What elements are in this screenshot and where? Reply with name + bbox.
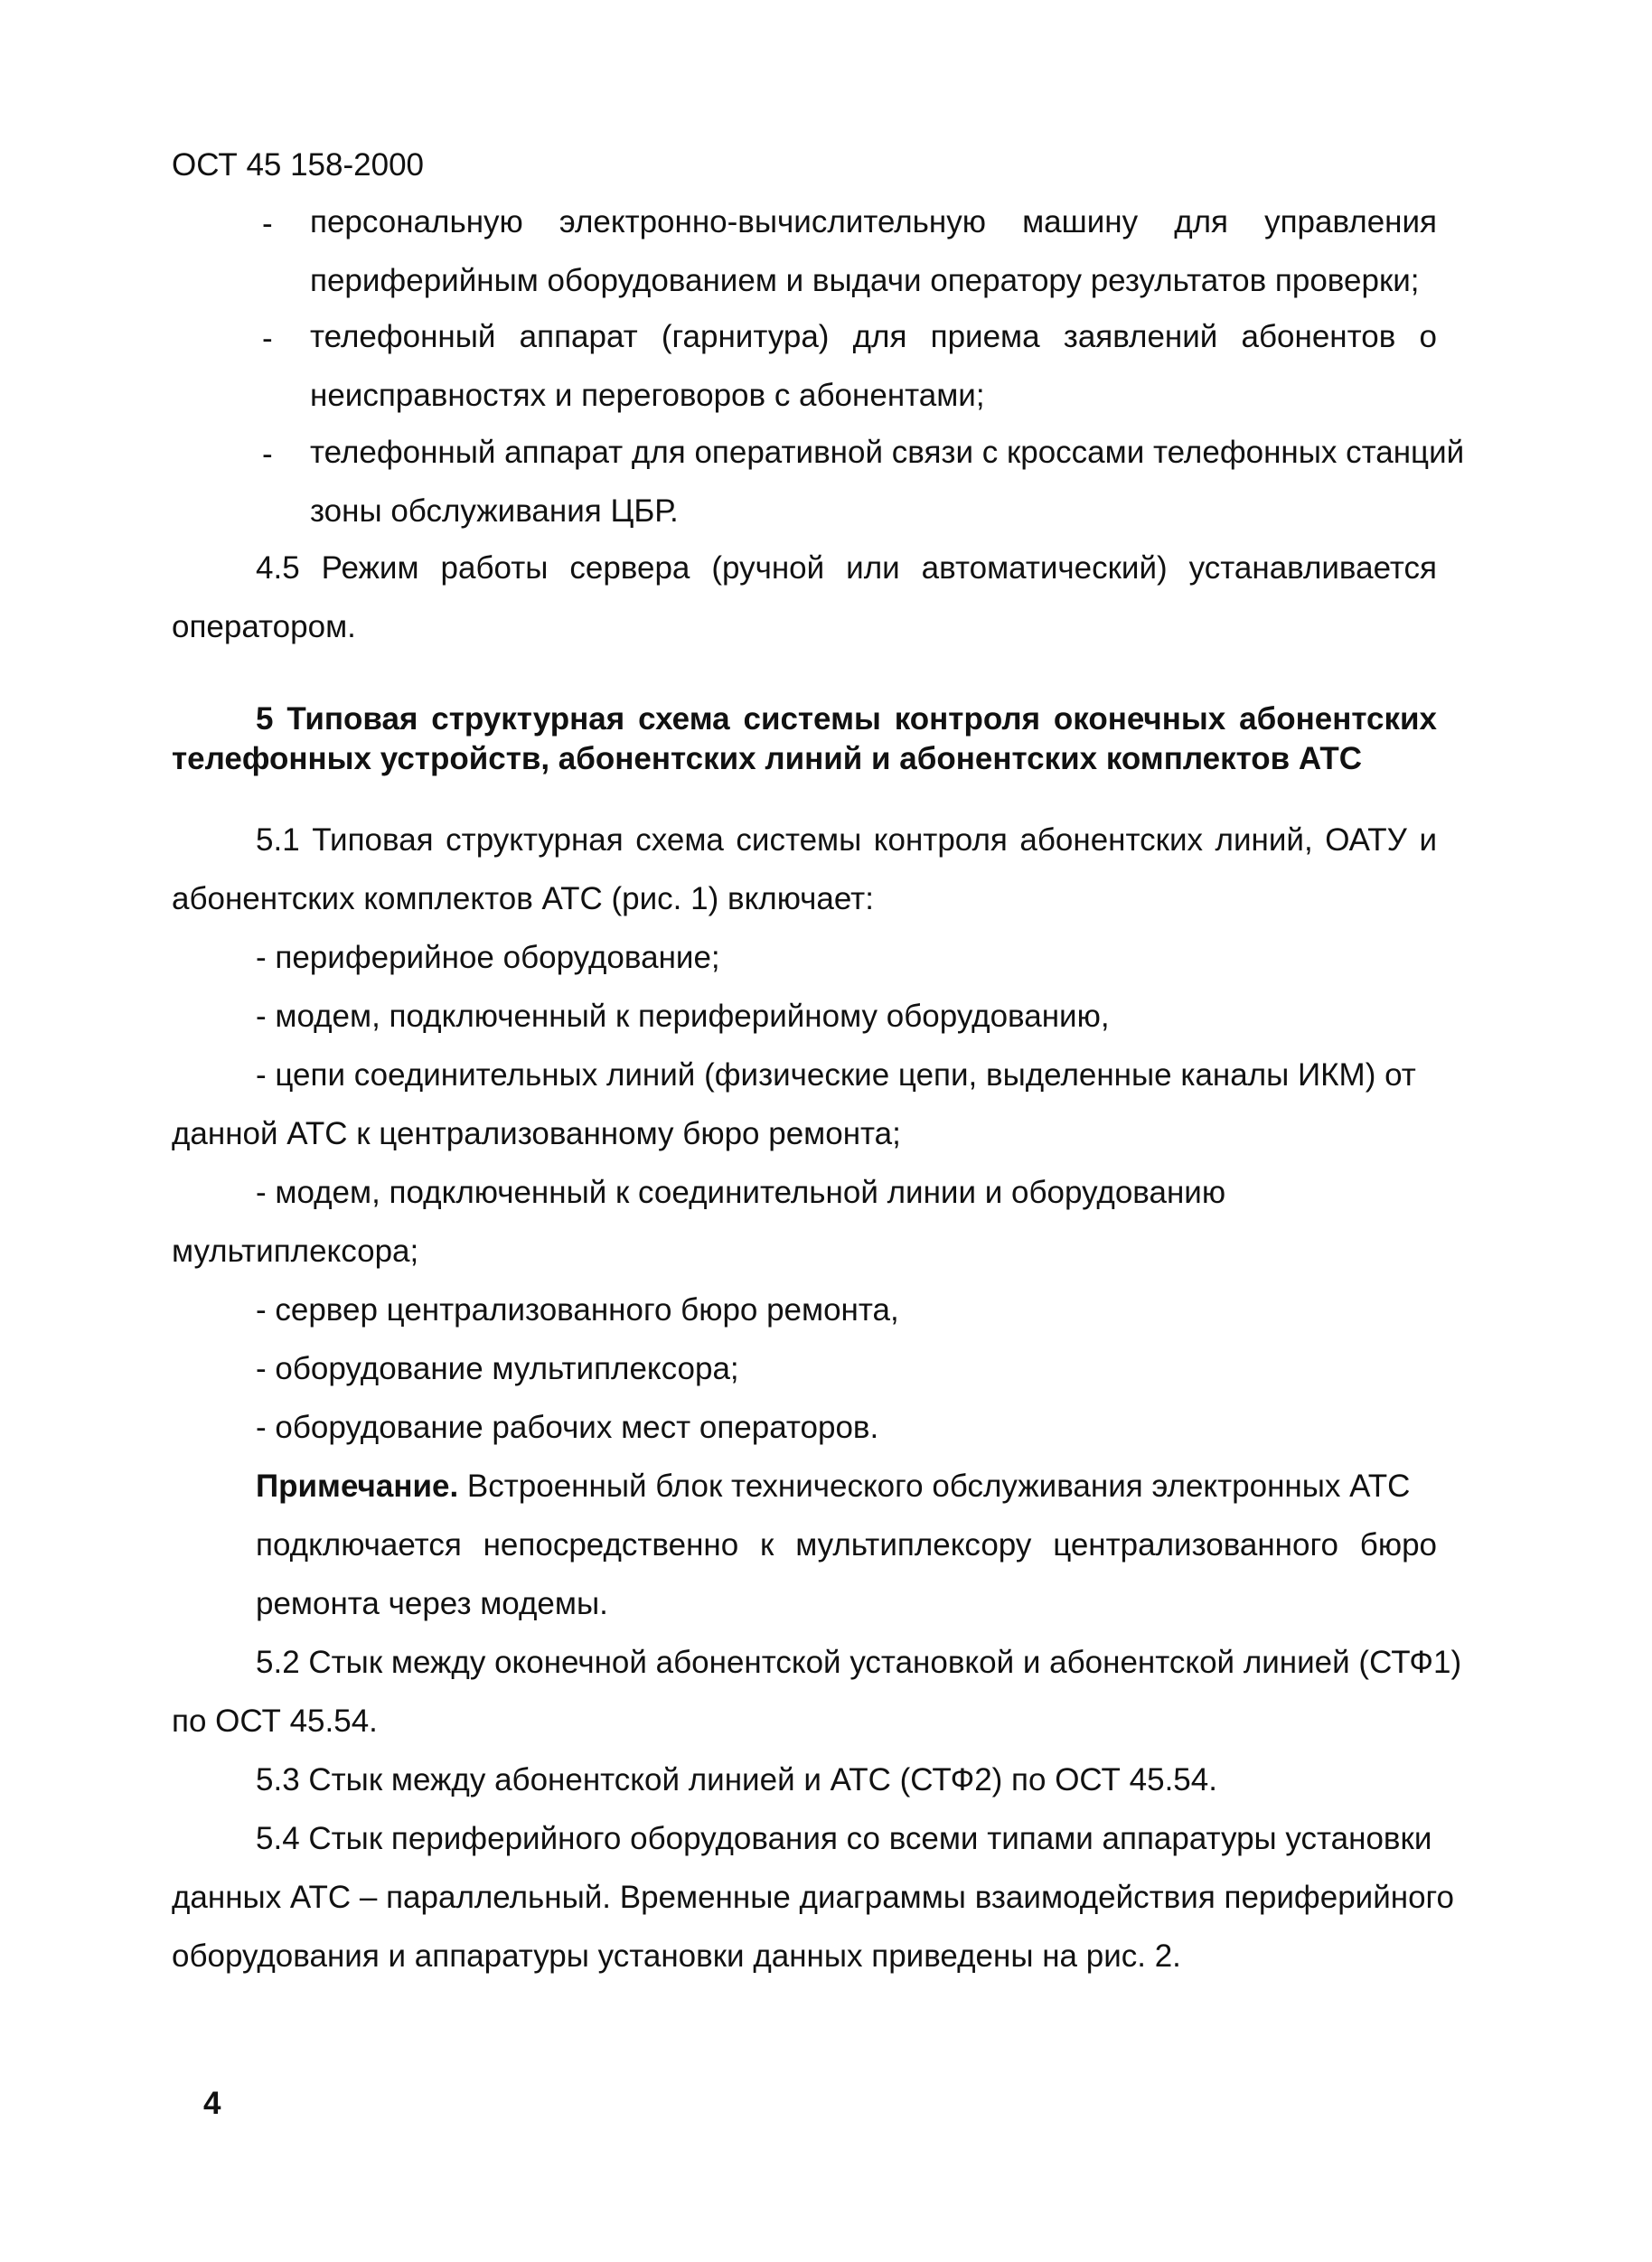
list-item-line: периферийным оборудованием и выдачи оператору результатов проверки; xyxy=(310,263,1420,298)
list-item-line: персональную электронно-вычислительную машину для управления xyxy=(310,204,1437,239)
paragraph-line: оператором. xyxy=(172,609,356,644)
list-item-line: неисправностях и переговоров с абонентами; xyxy=(310,378,985,413)
list-item: - оборудование рабочих мест операторов. xyxy=(256,1410,879,1445)
list-item-line: телефонный аппарат (гарнитура) для приема заявлений абонентов о xyxy=(310,319,1437,354)
list-item: мультиплексора; xyxy=(172,1234,419,1269)
list-item: данной АТС к централизованному бюро ремонта; xyxy=(172,1116,901,1151)
paragraph-line: 5.4 Стык периферийного оборудования со всеми типами аппаратуры установки xyxy=(256,1821,1432,1856)
list-item-line: зоны обслуживания ЦБР. xyxy=(310,493,679,529)
paragraph-line: 5.2 Стык между оконечной абонентской установкой и абонентской линией (СТФ1) xyxy=(256,1645,1462,1680)
list-item: - периферийное оборудование; xyxy=(256,940,720,975)
list-item: - модем, подключенный к соединительной линии и оборудованию xyxy=(256,1175,1226,1210)
page-number: 4 xyxy=(203,2086,221,2121)
list-item-line: телефонный аппарат для оперативной связи с кроссами телефонных станций xyxy=(310,435,1465,470)
paragraph-line: абонентских комплектов АТС (рис. 1) включает: xyxy=(172,881,874,916)
note-line xyxy=(256,1470,1410,1502)
paragraph-line: 4.5 Режим работы сервера (ручной или автоматический) устанавливается xyxy=(256,550,1437,586)
note-line: ремонта через модемы. xyxy=(256,1586,608,1621)
list-item: - цепи соединительных линий (физические цепи, выделенные каналы ИКМ) от xyxy=(256,1057,1416,1093)
note-text: Встроенный блок технического обслуживания электронных АТС xyxy=(466,1469,1411,1504)
paragraph-line: оборудования и аппаратуры установки данных приведены на рис. 2. xyxy=(172,1938,1181,1974)
document-code: ОСТ 45 158-2000 xyxy=(172,147,425,183)
section-heading: телефонных устройств, абонентских линий и абонентских комплектов АТС xyxy=(172,741,1363,776)
note-label: Примечание. xyxy=(256,1469,459,1504)
list-bullet: - xyxy=(262,321,273,356)
list-item: - оборудование мультиплексора; xyxy=(256,1351,739,1386)
list-item: - сервер централизованного бюро ремонта, xyxy=(256,1292,899,1328)
section-heading: 5 Типовая структурная схема системы контроля оконечных абонентских xyxy=(256,701,1437,737)
paragraph-line: по ОСТ 45.54. xyxy=(172,1704,378,1739)
paragraph-line: 5.1 Типовая структурная схема системы контроля абонентских линий, ОАТУ и xyxy=(256,822,1437,858)
list-bullet: - xyxy=(262,206,273,241)
list-item: - модем, подключенный к периферийному оборудованию, xyxy=(256,999,1110,1034)
paragraph-line: 5.3 Стык между абонентской линией и АТС (СТФ2) по ОСТ 45.54. xyxy=(256,1762,1217,1797)
paragraph-line: данных АТС – параллельный. Временные диаграммы взаимодействия периферийного xyxy=(172,1880,1455,1915)
list-bullet: - xyxy=(262,436,273,472)
note-line: подключается непосредственно к мультиплексору централизованного бюро xyxy=(256,1527,1437,1563)
